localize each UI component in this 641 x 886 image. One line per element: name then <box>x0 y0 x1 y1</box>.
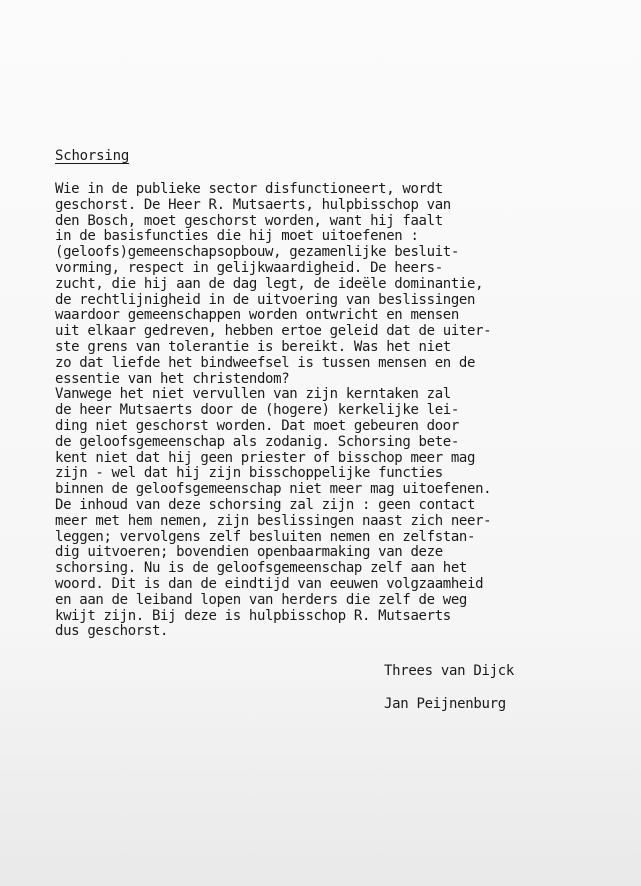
text-line: geschorst. De Heer R. Mutsaerts, hulpbisschop van <box>55 196 451 213</box>
text-line: Vanwege het niet vervullen van zijn kerntaken zal <box>55 386 451 403</box>
text-line: essentie van het christendom? <box>55 370 290 387</box>
document-heading: Schorsing <box>55 148 130 164</box>
text-line: ste grens van tolerantie is bereikt. Was het niet <box>55 338 451 355</box>
text-line: zucht, die hij aan de dag legt, de ideële dominantie, <box>55 275 484 292</box>
text-line: zijn - wel dat hij zijn bisschoppelijke functies <box>55 465 443 482</box>
body-text <box>55 182 615 640</box>
text-line: den Bosch, moet geschorst worden, want hij faalt <box>55 212 443 229</box>
signature-name: Jan Peijnenburg <box>384 696 506 712</box>
signature-block <box>384 662 514 713</box>
text-line: de geloofsgemeenschap als zodanig. Schorsing bete- <box>55 433 459 450</box>
text-line: uit elkaar gedreven, hebben ertoe geleid dat de uiter- <box>55 323 492 340</box>
text-line: (geloofs)gemeenschapsopbouw, gezamenlijke besluit- <box>55 244 459 261</box>
text-line: de heer Mutsaerts door de (hogere) kerkelijke lei- <box>55 402 459 419</box>
text-line: waardoor gemeenschappen worden ontwricht en mensen <box>55 307 459 324</box>
text-line: dus geschorst. <box>55 623 169 640</box>
text-line: dig uitvoeren; bovendien openbaarmaking van deze <box>55 544 443 561</box>
text-line: en aan de leiband lopen van herders die zelf de weg <box>55 591 468 608</box>
text-line: ding niet geschorst worden. Dat moet gebeuren door <box>55 417 459 434</box>
text-line: in de basisfuncties die hij moet uitoefenen : <box>55 228 419 245</box>
signature-name: Threes van Dijck <box>384 663 515 679</box>
text-line: leggen; vervolgens zelf besluiten nemen en zelfstan- <box>55 528 476 545</box>
text-line: binnen de geloofsgemeenschap niet meer mag uitoefenen. <box>55 481 492 498</box>
text-line: De inhoud van deze schorsing zal zijn : geen contact <box>55 496 476 513</box>
text-line: woord. Dit is dan de eindtijd van eeuwen volgzaamheid <box>55 575 484 592</box>
text-line: Wie in de publieke sector disfunctioneert, wordt <box>55 181 443 197</box>
text-line: kwijt zijn. Bij deze is hulpbisschop R. Mutsaerts <box>55 607 451 624</box>
text-line: schorsing. Nu is de geloofsgemeenschap zelf aan het <box>55 560 468 577</box>
text-line: kent niet dat hij geen priester of bisschop meer mag <box>55 449 476 466</box>
text-line: de rechtlijnigheid in de uitvoering van beslissingen <box>55 291 476 308</box>
text-line: vorming, respect in gelijkwaardigheid. De heers- <box>55 259 443 276</box>
text-line: meer met hem nemen, zijn beslissingen naast zich neer- <box>55 512 492 529</box>
text-line: zo dat liefde het bindweefsel is tussen mensen en de <box>55 354 476 371</box>
